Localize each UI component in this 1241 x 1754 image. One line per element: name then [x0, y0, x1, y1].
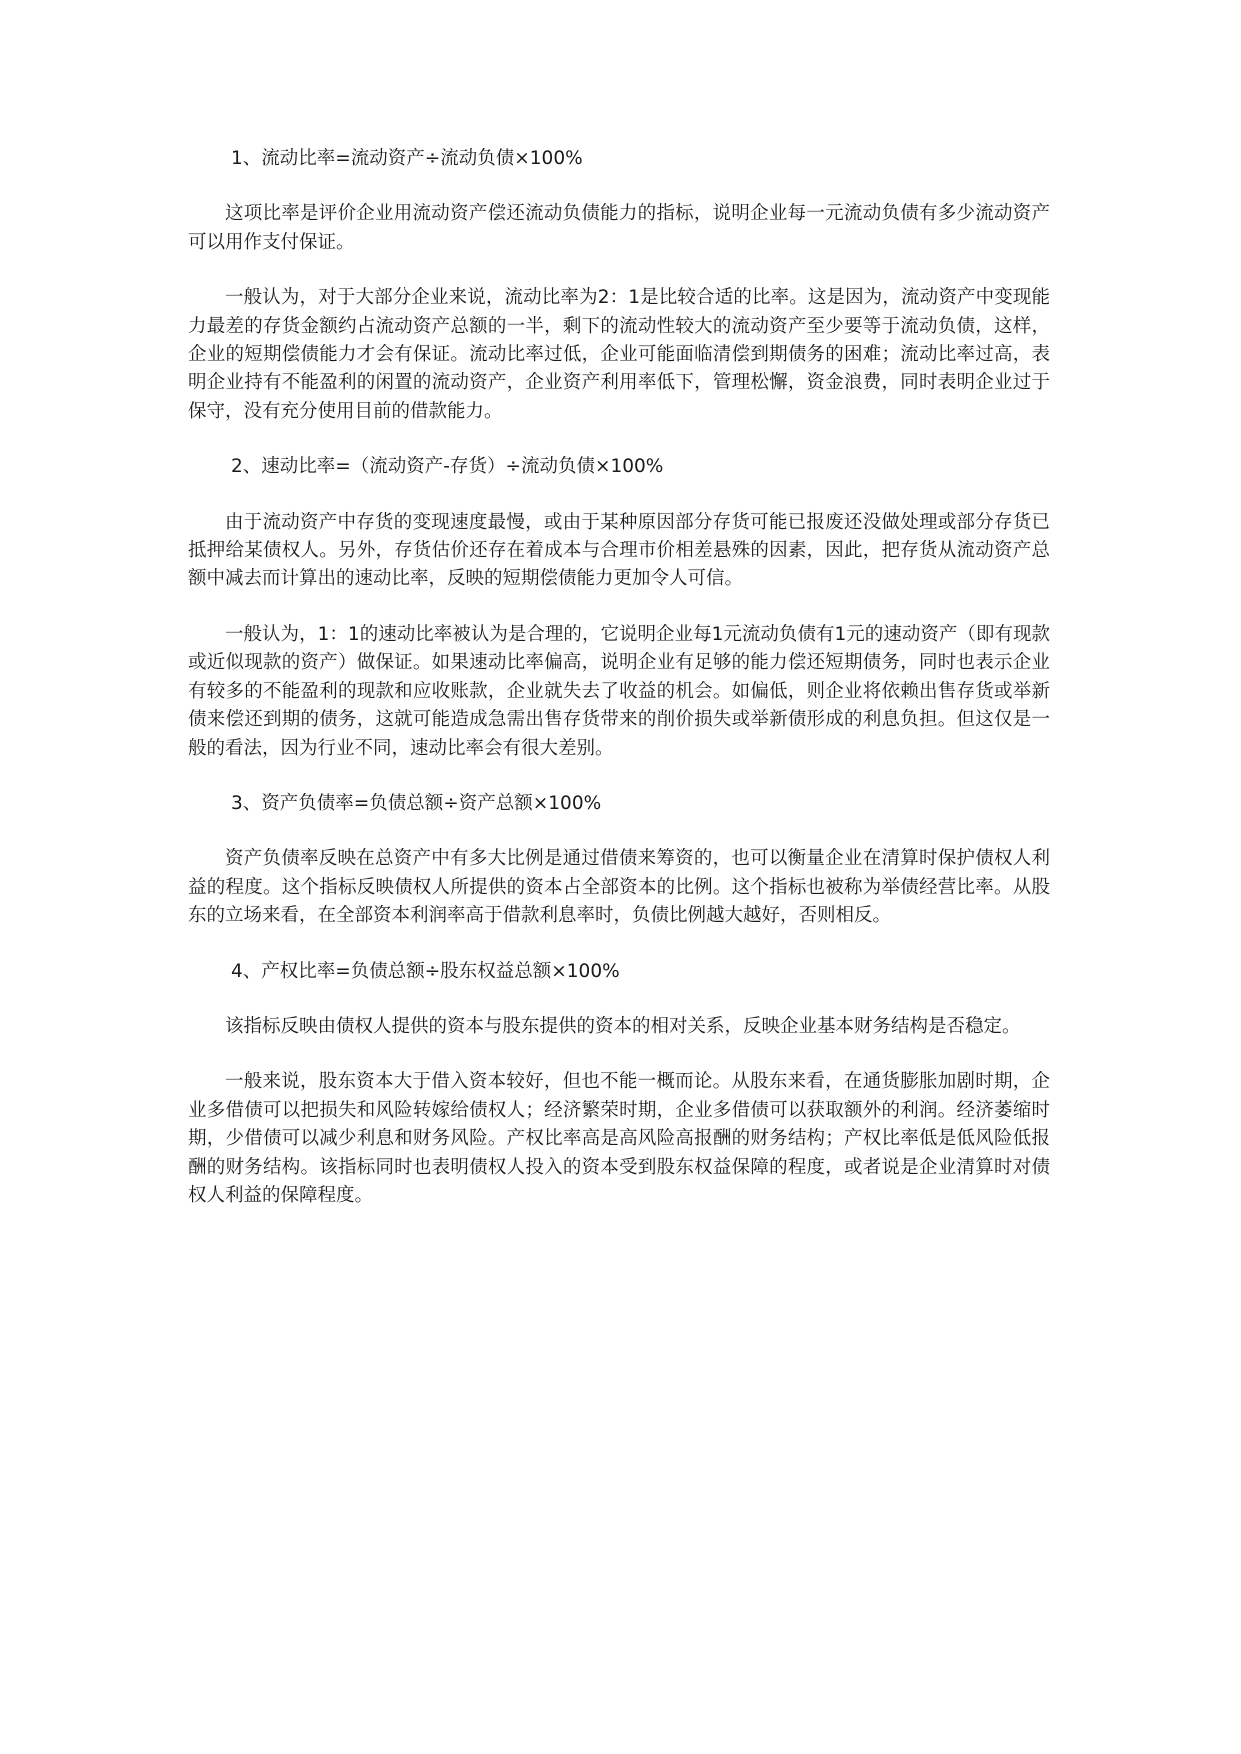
paragraph: 一般来说，股东资本大于借入资本较好，但也不能一概而论。从股东来看，在通货膨胀加剧时期，企业多借债可以把损失和风险转嫁给债权人；经济繁荣时期，企业多借债可以获取额外的利润。经济萎缩时期，少借债可以减少利息和财务风险。产权比率高是高风险高报酬的财务结构；产权比率低是低风险低报酬的财务结构。该指标同时也表明债权人投入的资本受到股东权益保障的程度，或者说是企业清算时对债权人利益的保障程度。 [188, 1071, 1050, 1206]
section-debt-ratio [188, 790, 1050, 931]
paragraph: 资产负债率反映在总资产中有多大比例是通过借债来筹资的，也可以衡量企业在清算时保护债权人利益的程度。这个指标反映债权人所提供的资本占全部资本的比例。这个指标也被称为举债经营比率。从股东的立场来看，在全部资本利润率高于借款利息率时，负债比例越大越好，否则相反。 [188, 848, 1050, 927]
paragraph: 该指标反映由债权人提供的资本与股东提供的资本的相对关系，反映企业基本财务结构是否稳定。 [225, 1015, 1021, 1037]
paragraph: 一般认为，1：1的速动比率被认为是合理的，它说明企业每1元流动负债有1元的速动资产（即有现款或近似现款的资产）做保证。如果速动比率偏高，说明企业有足够的能力偿还短期债务，同时也表示企业有较多的不能盈利的现款和应收账款，企业就失去了收益的机会。如偏低，则企业将依赖出售存货或举新债来偿还到期的债务，这就可能造成急需出售存货带来的削价损失或举新债形成的利息负担。但这仅是一般的看法，因为行业不同，速动比率会有很大差别。 [188, 623, 1050, 759]
section-heading: 3、资产负债率=负债总额÷资产总额×100% [231, 792, 602, 814]
document-body [188, 145, 1050, 1237]
paragraph: 一般认为，对于大部分企业来说，流动比率为2：1是比较合适的比率。这是因为，流动资产中变现能力最差的存货金额约占流动资产总额的一半，剩下的流动性较大的流动资产至少要等于流动负债，这样，企业的短期偿债能力才会有保证。流动比率过低，企业可能面临清偿到期债务的困难；流动比率过高，表明企业持有不能盈利的闲置的流动资产，企业资产利用率低下，管理松懈，资金浪费，同时表明企业过于保守，没有充分使用目前的借款能力。 [188, 287, 1050, 422]
paragraph: 由于流动资产中存货的变现速度最慢，或由于某种原因部分存货可能已报废还没做处理或部分存货已抵押给某债权人。另外，存货估价还存在着成本与合理市价相差悬殊的因素，因此，把存货从流动资产总额中减去而计算出的速动比率，反映的短期偿债能力更加令人可信。 [188, 511, 1050, 590]
section-current-ratio [188, 145, 1050, 426]
section-heading: 2、速动比率=（流动资产-存货）÷流动负债×100% [231, 456, 664, 478]
section-heading: 1、流动比率=流动资产÷流动负债×100% [231, 148, 583, 169]
section-quick-ratio [188, 453, 1050, 763]
section-heading: 4、产权比率=负债总额÷股东权益总额×100% [231, 960, 620, 982]
paragraph: 这项比率是评价企业用流动资产偿还流动负债能力的指标，说明企业每一元流动负债有多少流动资产可以用作支付保证。 [188, 203, 1050, 253]
section-equity-ratio [188, 958, 1050, 1211]
